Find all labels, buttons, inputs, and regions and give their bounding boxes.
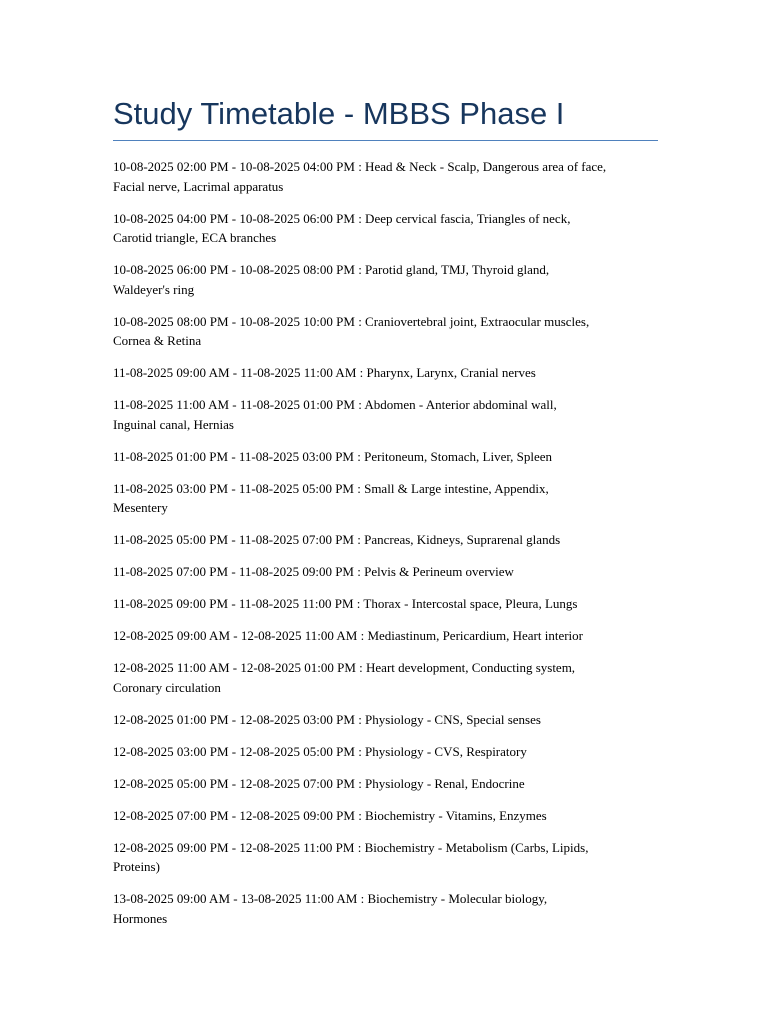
timetable-entry: 11-08-2025 07:00 PM - 11-08-2025 09:00 PM : Pelvis & Perineum overview (113, 564, 514, 579)
timetable-entry: 12-08-2025 05:00 PM - 12-08-2025 07:00 PM : Physiology - Renal, Endocrine (113, 775, 525, 791)
timetable-entry: 12-08-2025 07:00 PM - 12-08-2025 09:00 PM : Biochemistry - Vitamins, Enzymes (113, 807, 547, 823)
timetable-entry: 13-08-2025 09:00 AM - 13-08-2025 11:00 AM : Biochemistry - Molecular biology, Hormones (113, 891, 548, 926)
timetable-entry: 10-08-2025 06:00 PM - 10-08-2025 08:00 PM : Parotid gland, TMJ, Thyroid gland, Waldeyer's ring (113, 262, 550, 297)
timetable-entry: 10-08-2025 08:00 PM - 10-08-2025 10:00 PM : Craniovertebral joint, Extraocular muscles, Cornea & Retina (113, 313, 590, 348)
timetable-entry: 11-08-2025 05:00 PM - 11-08-2025 07:00 PM : Pancreas, Kidneys, Suprarenal glands (113, 532, 561, 547)
document-title: Study Timetable - MBBS Phase I (113, 94, 658, 141)
timetable-entry: 11-08-2025 03:00 PM - 11-08-2025 05:00 PM : Small & Large intestine, Appendix, Mesentery (113, 480, 549, 515)
document-page (113, 94, 658, 941)
timetable-entry: 12-08-2025 03:00 PM - 12-08-2025 05:00 PM : Physiology - CVS, Respiratory (113, 743, 527, 759)
timetable-entry: 11-08-2025 09:00 PM - 11-08-2025 11:00 PM : Thorax - Intercostal space, Pleura, Lungs (113, 596, 578, 611)
timetable-entry: 12-08-2025 09:00 PM - 12-08-2025 11:00 PM : Biochemistry - Metabolism (Carbs, Lipids, Proteins) (113, 839, 589, 874)
timetable-entry: 11-08-2025 09:00 AM - 11-08-2025 11:00 AM : Pharynx, Larynx, Cranial nerves (113, 365, 536, 380)
timetable-entry: 12-08-2025 11:00 AM - 12-08-2025 01:00 PM : Heart development, Conducting system, Coronary circulation (113, 660, 576, 695)
timetable-entry: 11-08-2025 11:00 AM - 11-08-2025 01:00 PM : Abdomen - Anterior abdominal wall, Inguinal canal, Hernias (113, 397, 557, 432)
timetable-entry: 12-08-2025 01:00 PM - 12-08-2025 03:00 PM : Physiology - CNS, Special senses (113, 711, 541, 727)
timetable-list (113, 157, 658, 928)
timetable-entry: 10-08-2025 04:00 PM - 10-08-2025 06:00 PM : Deep cervical fascia, Triangles of neck, Carotid triangle, ECA branches (113, 210, 571, 245)
timetable-entry: 11-08-2025 01:00 PM - 11-08-2025 03:00 PM : Peritoneum, Stomach, Liver, Spleen (113, 448, 553, 464)
timetable-entry: 10-08-2025 02:00 PM - 10-08-2025 04:00 PM : Head & Neck - Scalp, Dangerous area of face, Facial nerve, Lacrimal apparatus (113, 159, 607, 194)
timetable-entry: 12-08-2025 09:00 AM - 12-08-2025 11:00 AM : Mediastinum, Pericardium, Heart interior (113, 628, 583, 643)
